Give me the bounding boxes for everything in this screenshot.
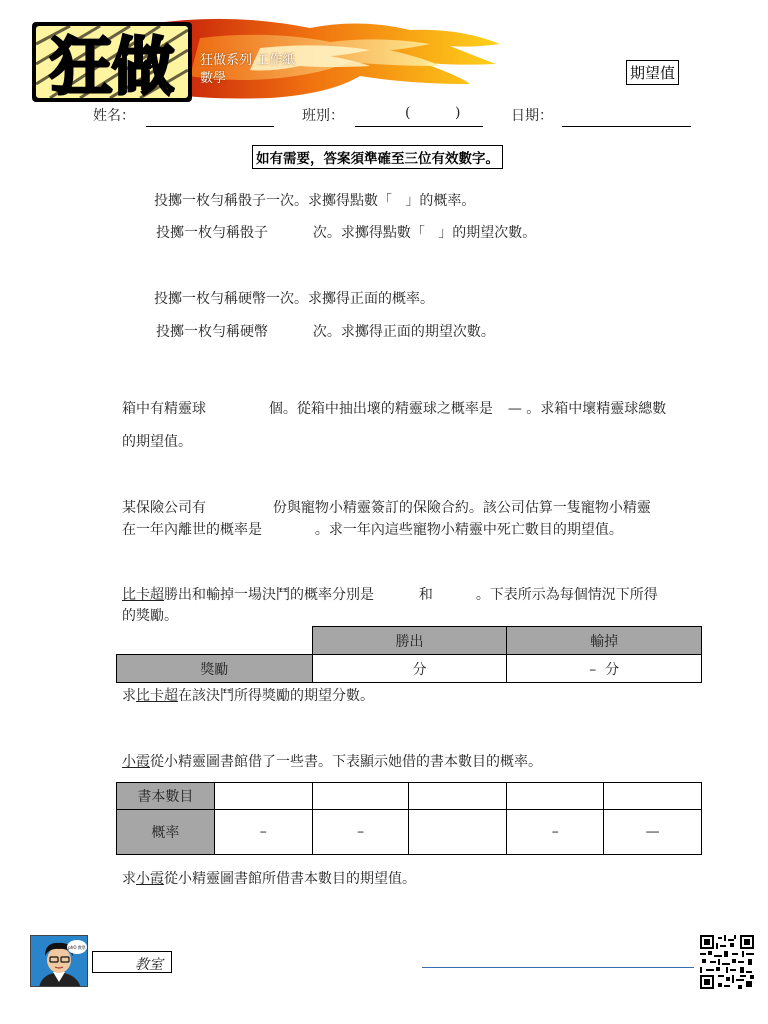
qr-code-icon — [700, 935, 754, 989]
footer-divider — [422, 967, 694, 968]
teacher-avatar — [30, 935, 88, 987]
question-6-line1 — [122, 751, 542, 771]
date-field[interactable] — [562, 107, 691, 127]
question-5-line1 — [122, 584, 658, 604]
teacher-avatar-icon — [31, 936, 88, 987]
prob-book-count-cell — [507, 783, 604, 810]
precision-notice: 如有需要，答案須準確至三位有效數字。 — [252, 145, 503, 169]
date-label: 日期： — [511, 108, 553, 124]
question-1b — [156, 222, 536, 242]
question-5-ask — [122, 685, 374, 705]
question-5-part2: 。下表所示為每個情況下所得 — [475, 587, 658, 603]
question-5-line2: 的獎勵。 — [122, 608, 178, 624]
avatar-bubble-text: phO 教學 — [68, 945, 86, 950]
question-4-line2 — [122, 519, 623, 539]
question-3-line1 — [122, 398, 666, 418]
question-5-name: 比卡超 — [122, 587, 164, 603]
question-1b-part2: 次。求擲得點數「 」的期望次數。 — [312, 225, 537, 241]
question-6-ask — [122, 868, 416, 888]
header-logo — [30, 14, 510, 106]
question-6-name: 小霞 — [122, 754, 150, 770]
question-2b — [156, 321, 495, 341]
question-4-line1 — [122, 497, 651, 517]
probability-table — [116, 782, 702, 855]
question-3-fraction: — — [507, 401, 522, 417]
question-6-part1: 從小精靈圖書館借了一些書。下表顯示她借的書本數目的概率。 — [150, 754, 542, 770]
qr-code[interactable] — [700, 935, 754, 989]
series-line1: 狂做系列 工作紙 — [200, 53, 296, 68]
prob-cell: – — [507, 810, 604, 855]
question-6-ask-post: 從小精靈圖書館所借書本數目的期望值。 — [164, 871, 416, 887]
prob-cell — [409, 810, 507, 855]
question-2b-part1: 投擲一枚勻稱硬幣 — [156, 324, 268, 340]
reward-header-lose: 輸掉 — [507, 627, 702, 655]
classroom-label: 教室 — [135, 957, 163, 973]
prob-cell: – — [214, 810, 312, 855]
student-info-row — [0, 105, 768, 129]
series-label — [200, 52, 295, 88]
question-4-part1: 某保險公司有 — [122, 500, 206, 516]
question-6-ask-name: 小霞 — [136, 871, 164, 887]
question-1a: 投擲一枚勻稱骰子一次。求擲得點數「 」的概率。 — [154, 193, 476, 209]
reward-row-label: 獎勵 — [117, 655, 313, 683]
prob-cell: — — [604, 810, 702, 855]
question-2a: 投擲一枚勻稱硬幣一次。求擲得正面的概率。 — [154, 291, 434, 307]
prob-row1-label: 書本數目 — [117, 783, 215, 810]
reward-cell-win: 分 — [312, 655, 507, 683]
prob-cell: – — [312, 810, 409, 855]
question-2b-part2: 次。求擲得正面的期望次數。 — [312, 324, 495, 340]
reward-header-win: 勝出 — [312, 627, 507, 655]
name-field[interactable] — [146, 107, 274, 127]
series-line2: 數學 — [200, 71, 227, 86]
name-label: 姓名： — [93, 108, 135, 124]
question-3-part3: 。求箱中壞精靈球總數 — [526, 401, 667, 417]
prob-book-count-cell — [409, 783, 507, 810]
question-5-and: 和 — [418, 587, 433, 603]
question-6-ask-pre: 求 — [122, 871, 136, 887]
prob-book-count-cell — [214, 783, 312, 810]
question-1b-part1: 投擲一枚勻稱骰子 — [156, 225, 268, 241]
question-5-ask-pre: 求 — [122, 688, 136, 704]
reward-table-corner — [117, 627, 313, 655]
logo-text: 狂做 — [49, 30, 175, 103]
question-3-part2: 個。從箱中抽出壞的精靈球之概率是 — [268, 401, 493, 417]
topic-title: 期望值 — [626, 60, 679, 85]
class-label: 班別： — [302, 108, 344, 124]
question-5-part1: 勝出和輸掉一場決鬥的概率分別是 — [164, 587, 374, 603]
class-number-paren: ( ) — [405, 105, 461, 121]
question-4-line2-part2: 。求一年內這些寵物小精靈中死亡數目的期望值。 — [314, 522, 623, 538]
prob-row2-label: 概率 — [117, 810, 215, 855]
prob-book-count-cell — [312, 783, 409, 810]
question-4-line2-part1: 在一年內離世的概率是 — [122, 522, 262, 538]
question-3-part1: 箱中有精靈球 — [122, 401, 206, 417]
question-4-part2: 份與寵物小精靈簽訂的保險合約。該公司估算一隻寵物小精靈 — [272, 500, 651, 516]
reward-cell-lose: – 分 — [507, 655, 702, 683]
classroom-label-box — [92, 951, 172, 973]
question-3-line2: 的期望值。 — [122, 434, 192, 450]
reward-table — [116, 626, 702, 683]
question-5-ask-post: 在該決鬥所得獎勵的期望分數。 — [178, 688, 374, 704]
question-5-ask-name: 比卡超 — [136, 688, 178, 704]
prob-book-count-cell — [604, 783, 702, 810]
